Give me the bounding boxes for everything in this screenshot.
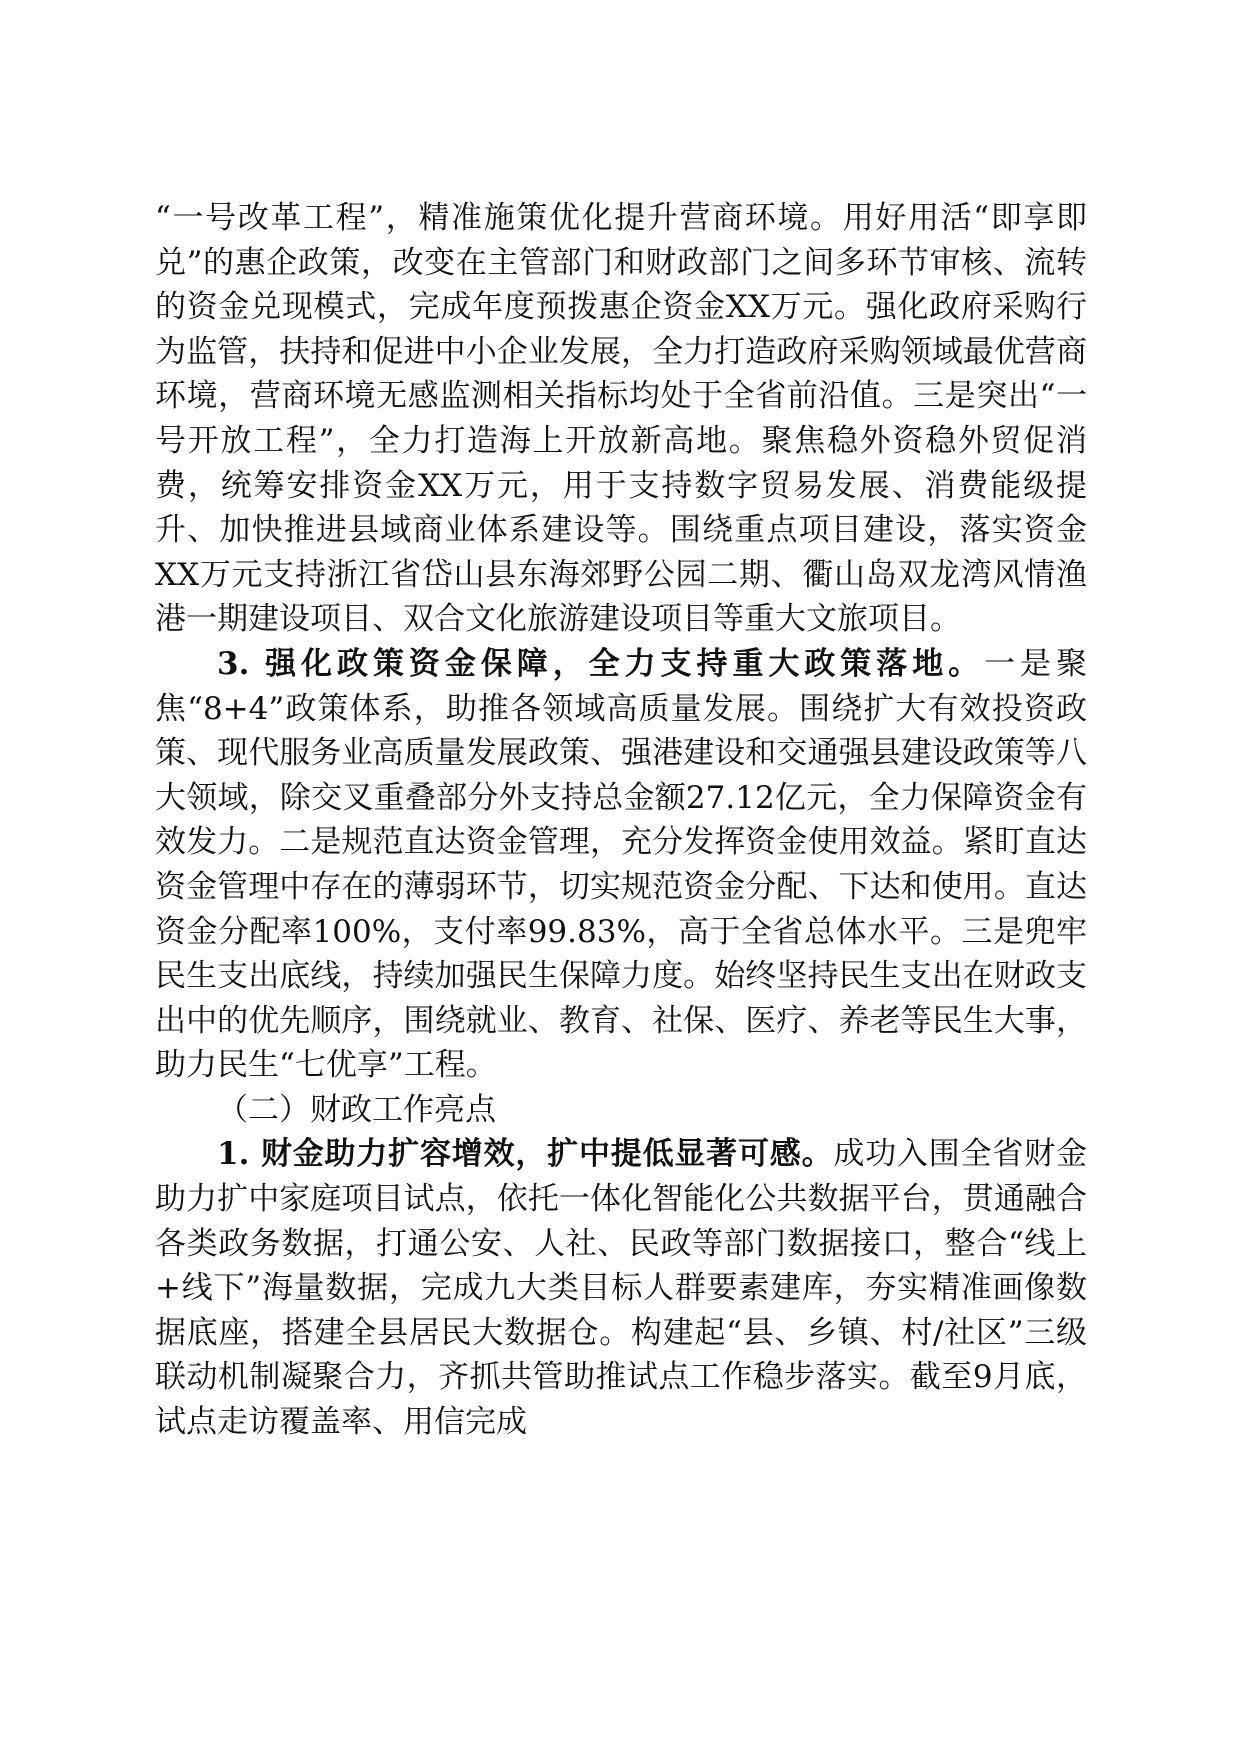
paragraph-body-text: 成功入围全省财金助力扩中家庭项目试点，依托一体化智能化公共数据平台，贯通融合各类政务数据，打通公安、人社、民政等部门数据接口，整合“线上+线下”海量数据，完成九大类目标人群要素建库，夯实精准画像数据底座，搭建全县居民大数据仓。构建起“县、乡镇、村/社区”三级联动机制凝聚合力，齐抓共管助推试点工作稳步落实。截至9月底，试点走访覆盖率、用信完成	[155, 1136, 1088, 1441]
paragraph-lead-heading: 3. 强化政策资金保障，全力支持重大政策落地。	[217, 645, 985, 682]
section-subheading: （二）财政工作亮点	[217, 1091, 496, 1128]
paragraph-finance-highlights	[155, 1132, 1087, 1444]
paragraph-lead-heading: 1. 财金助力扩容增效，扩中提低显著可感。	[217, 1136, 834, 1173]
paragraph-body-text: 一是聚焦“8+4”政策体系，助推各领域高质量发展。围绕扩大有效投资政策、现代服务业高质量发展政策、强港建设和交通强县建设政策等八大领域，除交叉重叠部分外支持总金额27.12亿元，全力保障资金有效发力。二是规范直达资金管理，充分发挥资金使用效益。紧盯直达资金管理中存在的薄弱环节，切实规范资金分配、下达和使用。直达资金分配率100%，支付率99.83%，高于全省总体水平。三是兜牢民生支出底线，持续加强民生保障力度。始终坚持民生支出在财政支出中的优先顺序，围绕就业、教育、社保、医疗、养老等民生大事，助力民生“七优享”工程。	[155, 645, 1088, 1084]
paragraph-policy-funding	[155, 642, 1087, 1088]
document-page	[155, 196, 1087, 1445]
paragraph-business-environment: “一号改革工程”，精准施策优化提升营商环境。用好用活“即享即兑”的惠企政策，改变在主管部门和财政部门之间多环节审核、流转的资金兑现模式，完成年度预拨惠企资金XX万元。强化政府采购行为监管，扶持和促进中小企业发展，全力打造政府采购领域最优营商环境，营商环境无感监测相关指标均处于全省前沿值。三是突出“一号开放工程”，全力打造海上开放新高地。聚焦稳外资稳外贸促消费，统筹安排资金XX万元，用于支持数字贸易发展、消费能级提升、加快推进县域商业体系建设等。围绕重点项目建设，落实资金 XX万元支持浙江省岱山县东海郊野公园二期、衢山岛双龙湾风情渔港一期建设项目、双合文化旅游建设项目等重大文旅项目。	[155, 200, 1087, 638]
